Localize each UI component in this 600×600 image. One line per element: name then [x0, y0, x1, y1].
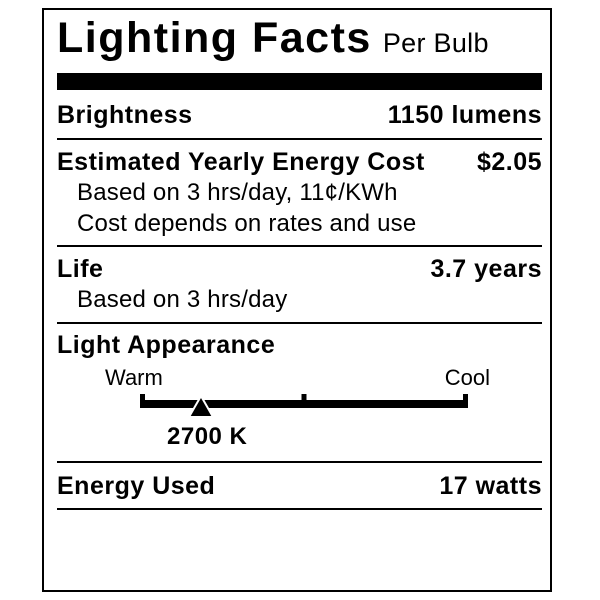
label-header: [57, 10, 542, 66]
scale-marker-icon: [188, 395, 214, 418]
scale-tick-right: [463, 394, 468, 408]
life-section: [57, 247, 542, 324]
lighting-facts-label: [42, 8, 552, 592]
energy-cost-value: $2.05: [476, 148, 542, 176]
header-separator-bar: [57, 73, 542, 90]
kelvin-value: 2700 K: [167, 423, 248, 450]
energy-cost-note-disclaimer: Cost depends on rates and use: [77, 210, 417, 237]
label-title: Lighting Facts: [57, 14, 372, 62]
scale-tick-middle: [302, 394, 307, 408]
energy-used-section: [57, 463, 542, 510]
energy-cost-section: [57, 140, 542, 247]
brightness-value: 1150 lumens: [387, 101, 542, 129]
life-value: 3.7 years: [430, 255, 542, 283]
brightness-row: [57, 100, 542, 130]
brightness-section: [57, 90, 542, 140]
life-note-basis: Based on 3 hrs/day: [77, 286, 288, 313]
scale-tick-left: [140, 394, 145, 408]
scale-endpoint-labels: [57, 365, 542, 390]
life-row: [57, 254, 542, 284]
light-appearance-section: [57, 324, 542, 463]
energy-cost-label: Estimated Yearly Energy Cost: [57, 148, 425, 176]
light-appearance-row: [57, 330, 542, 360]
energy-cost-row: [57, 147, 542, 177]
cool-label: Cool: [444, 365, 490, 390]
light-appearance-label: Light Appearance: [57, 331, 276, 359]
life-label: Life: [57, 255, 104, 283]
warm-label: Warm: [105, 365, 163, 390]
color-temperature-scale: [140, 394, 468, 408]
energy-used-label: Energy Used: [57, 472, 216, 500]
brightness-label: Brightness: [57, 101, 193, 129]
label-subtitle: Per Bulb: [382, 28, 489, 58]
energy-used-value: 17 watts: [439, 472, 542, 500]
energy-used-row: [57, 471, 542, 501]
energy-cost-note-basis: Based on 3 hrs/day, 11¢/KWh: [77, 179, 398, 206]
